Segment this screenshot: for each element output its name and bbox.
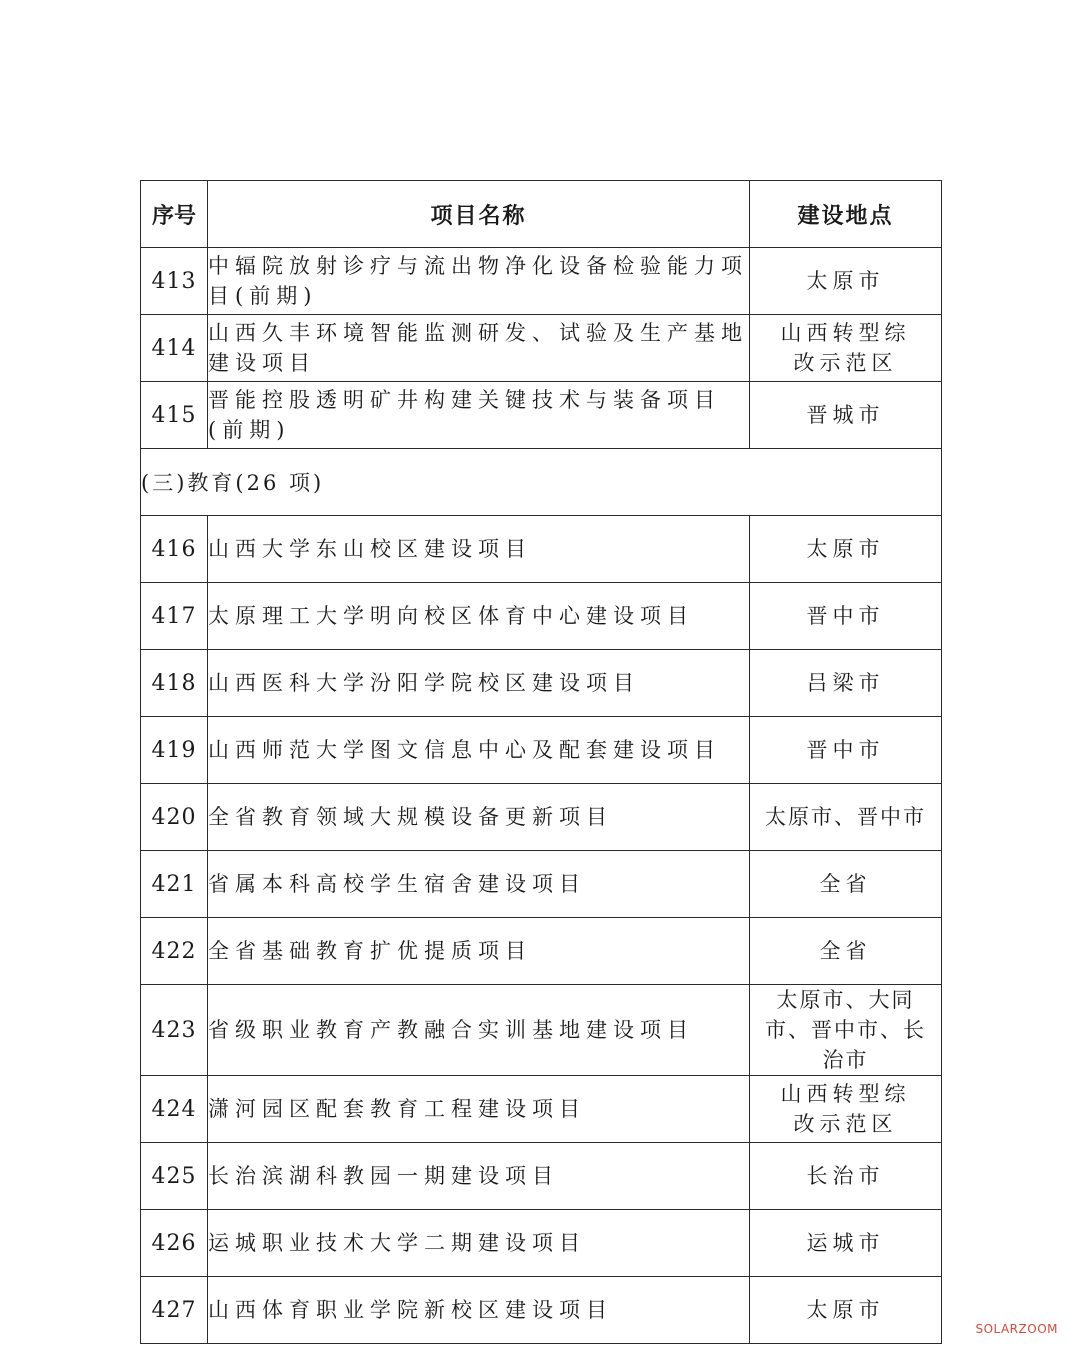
- table-row: [141, 985, 942, 1076]
- row-project-name: 中辐院放射诊疗与流出物净化设备检验能力项目(前期): [208, 248, 750, 315]
- row-location: 运城市: [750, 1210, 942, 1277]
- header-location: 建设地点: [750, 181, 942, 248]
- row-project-name: 潇河园区配套教育工程建设项目: [208, 1076, 750, 1143]
- table-row: [141, 516, 942, 583]
- row-project-name: 山西体育职业学院新校区建设项目: [208, 1277, 750, 1344]
- row-project-name: 太原理工大学明向校区体育中心建设项目: [208, 583, 750, 650]
- table-row: [141, 1277, 942, 1344]
- row-location: 太原市: [750, 1277, 942, 1344]
- row-project-name: 全省教育领域大规模设备更新项目: [208, 784, 750, 851]
- row-project-name: 省级职业教育产教融合实训基地建设项目: [208, 985, 750, 1076]
- row-number: 424: [141, 1076, 208, 1143]
- row-number: 422: [141, 918, 208, 985]
- table-row: [141, 1210, 942, 1277]
- row-location: 全省: [750, 851, 942, 918]
- row-number: 420: [141, 784, 208, 851]
- row-project-name: 山西久丰环境智能监测研发、试验及生产基地建设项目: [208, 315, 750, 382]
- row-number: 427: [141, 1277, 208, 1344]
- row-location: 太原市: [750, 248, 942, 315]
- table-row: [141, 583, 942, 650]
- row-location: 太原市、晋中市: [750, 784, 942, 851]
- row-number: 414: [141, 315, 208, 382]
- row-location: 长治市: [750, 1143, 942, 1210]
- row-location: 晋城市: [750, 382, 942, 449]
- row-number: 418: [141, 650, 208, 717]
- table-row: [141, 382, 942, 449]
- row-location: 晋中市: [750, 583, 942, 650]
- row-project-name: 长治滨湖科教园一期建设项目: [208, 1143, 750, 1210]
- row-project-name: 山西大学东山校区建设项目: [208, 516, 750, 583]
- row-project-name: 晋能控股透明矿井构建关键技术与装备项目(前期): [208, 382, 750, 449]
- row-project-name: 全省基础教育扩优提质项目: [208, 918, 750, 985]
- row-number: 415: [141, 382, 208, 449]
- row-number: 419: [141, 717, 208, 784]
- row-project-name: 山西师范大学图文信息中心及配套建设项目: [208, 717, 750, 784]
- row-number: 426: [141, 1210, 208, 1277]
- row-project-name: 运城职业技术大学二期建设项目: [208, 1210, 750, 1277]
- row-location: 太原市: [750, 516, 942, 583]
- table-row: [141, 248, 942, 315]
- table-row: [141, 650, 942, 717]
- row-number: 417: [141, 583, 208, 650]
- row-number: 421: [141, 851, 208, 918]
- row-number: 416: [141, 516, 208, 583]
- table-row: [141, 1143, 942, 1210]
- table-row: [141, 851, 942, 918]
- table-row: [141, 784, 942, 851]
- table-header-row: [141, 181, 942, 248]
- row-number: 413: [141, 248, 208, 315]
- table-row: [141, 315, 942, 382]
- row-project-name: 省属本科高校学生宿舍建设项目: [208, 851, 750, 918]
- table-row: [141, 1076, 942, 1143]
- row-number: 425: [141, 1143, 208, 1210]
- project-table: [140, 180, 942, 1344]
- header-serial-number: 序号: [141, 181, 208, 248]
- header-project-name: 项目名称: [208, 181, 750, 248]
- row-location: 晋中市: [750, 717, 942, 784]
- row-location: 山西转型综改示范区: [750, 315, 942, 382]
- row-number: 423: [141, 985, 208, 1076]
- section-title-education: (三)教育(26 项): [141, 449, 942, 516]
- row-location: 山西转型综改示范区: [750, 1076, 942, 1143]
- watermark-logo: SOLARZOOM: [975, 1322, 1058, 1336]
- row-location: 吕梁市: [750, 650, 942, 717]
- row-location: 太原市、大同市、晋中市、长治市: [750, 985, 942, 1076]
- row-location: 全省: [750, 918, 942, 985]
- row-project-name: 山西医科大学汾阳学院校区建设项目: [208, 650, 750, 717]
- table-row: [141, 918, 942, 985]
- section-row: [141, 449, 942, 516]
- table-row: [141, 717, 942, 784]
